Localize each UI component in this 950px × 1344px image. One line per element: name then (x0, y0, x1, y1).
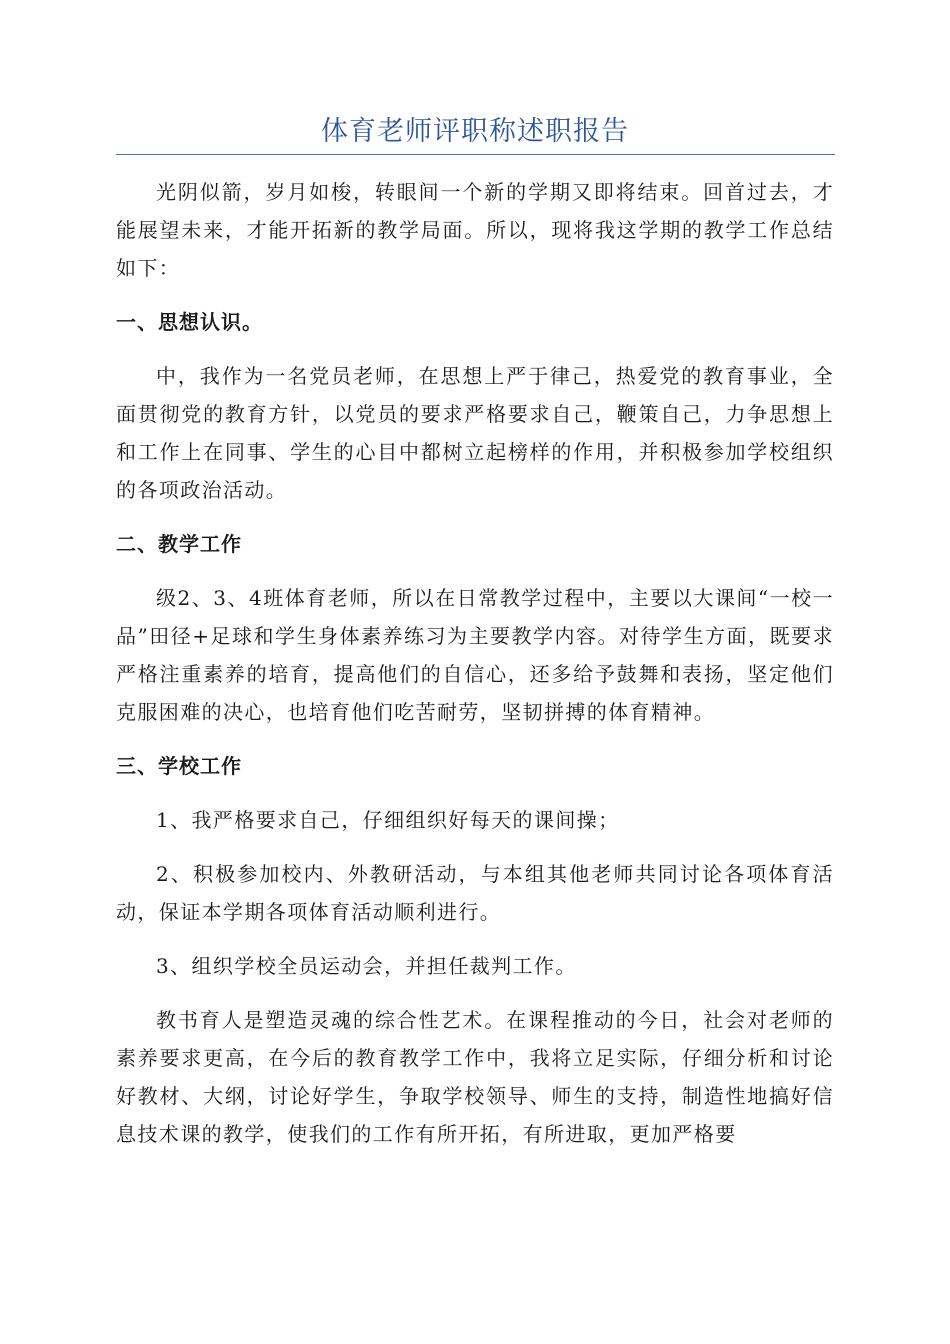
closing-paragraph: 教书育人是塑造灵魂的综合性艺术。在课程推动的今日，社会对老师的素养要求更高，在今后的教育教学工作中，我将立足实际，仔细分析和讨论好教材、大纲，讨论好学生，争取学校领导、师生的支持，制造性地搞好信息技术课的教学，使我们的工作有所开拓，有所进取，更加严格要 (116, 1008, 834, 1146)
document-title: 体育老师评职称述职报告 (321, 116, 629, 147)
section-3-paragraph-3: 3、组织学校全员运动会，并担任裁判工作。 (156, 954, 577, 978)
document-body (116, 173, 834, 1153)
title-underline (116, 154, 835, 155)
section-3-paragraph-1: 1、我严格要求自己，仔细组织好每天的课间操； (156, 808, 620, 832)
section-heading-3: 三、学校工作 (116, 754, 242, 778)
section-2-paragraph-1: 级2、3、4班体育老师，所以在日常教学过程中，主要以大课间“一校一品”田径+足球和学生身体素养练习为主要教学内容。对待学生方面，既要求严格注重素养的培育，提高他们的自信心，还多给予鼓舞和表扬，坚定他们克服困难的决心，也培育他们吃苦耐劳，坚韧拼搏的体育精神。 (116, 586, 834, 724)
section-1-paragraph-1: 中，我作为一名党员老师，在思想上严于律己，热爱党的教育事业，全面贯彻党的教育方针，以党员的要求严格要求自己，鞭策自己，力争思想上和工作上在同事、学生的心目中都树立起榜样的作用，并积极参加学校组织的各项政治活动。 (116, 364, 834, 502)
section-heading-2: 二、教学工作 (116, 532, 242, 556)
section-3-paragraph-2: 2、积极参加校内、外教研活动，与本组其他老师共同讨论各项体育活动，保证本学期各项体育活动顺利进行。 (116, 862, 834, 924)
section-heading-1: 一、思想认识。 (116, 310, 263, 334)
intro-paragraph: 光阴似箭，岁月如梭，转眼间一个新的学期又即将结束。回首过去，才能展望未来，才能开拓新的教学局面。所以，现将我这学期的教学工作总结如下： (116, 180, 834, 280)
